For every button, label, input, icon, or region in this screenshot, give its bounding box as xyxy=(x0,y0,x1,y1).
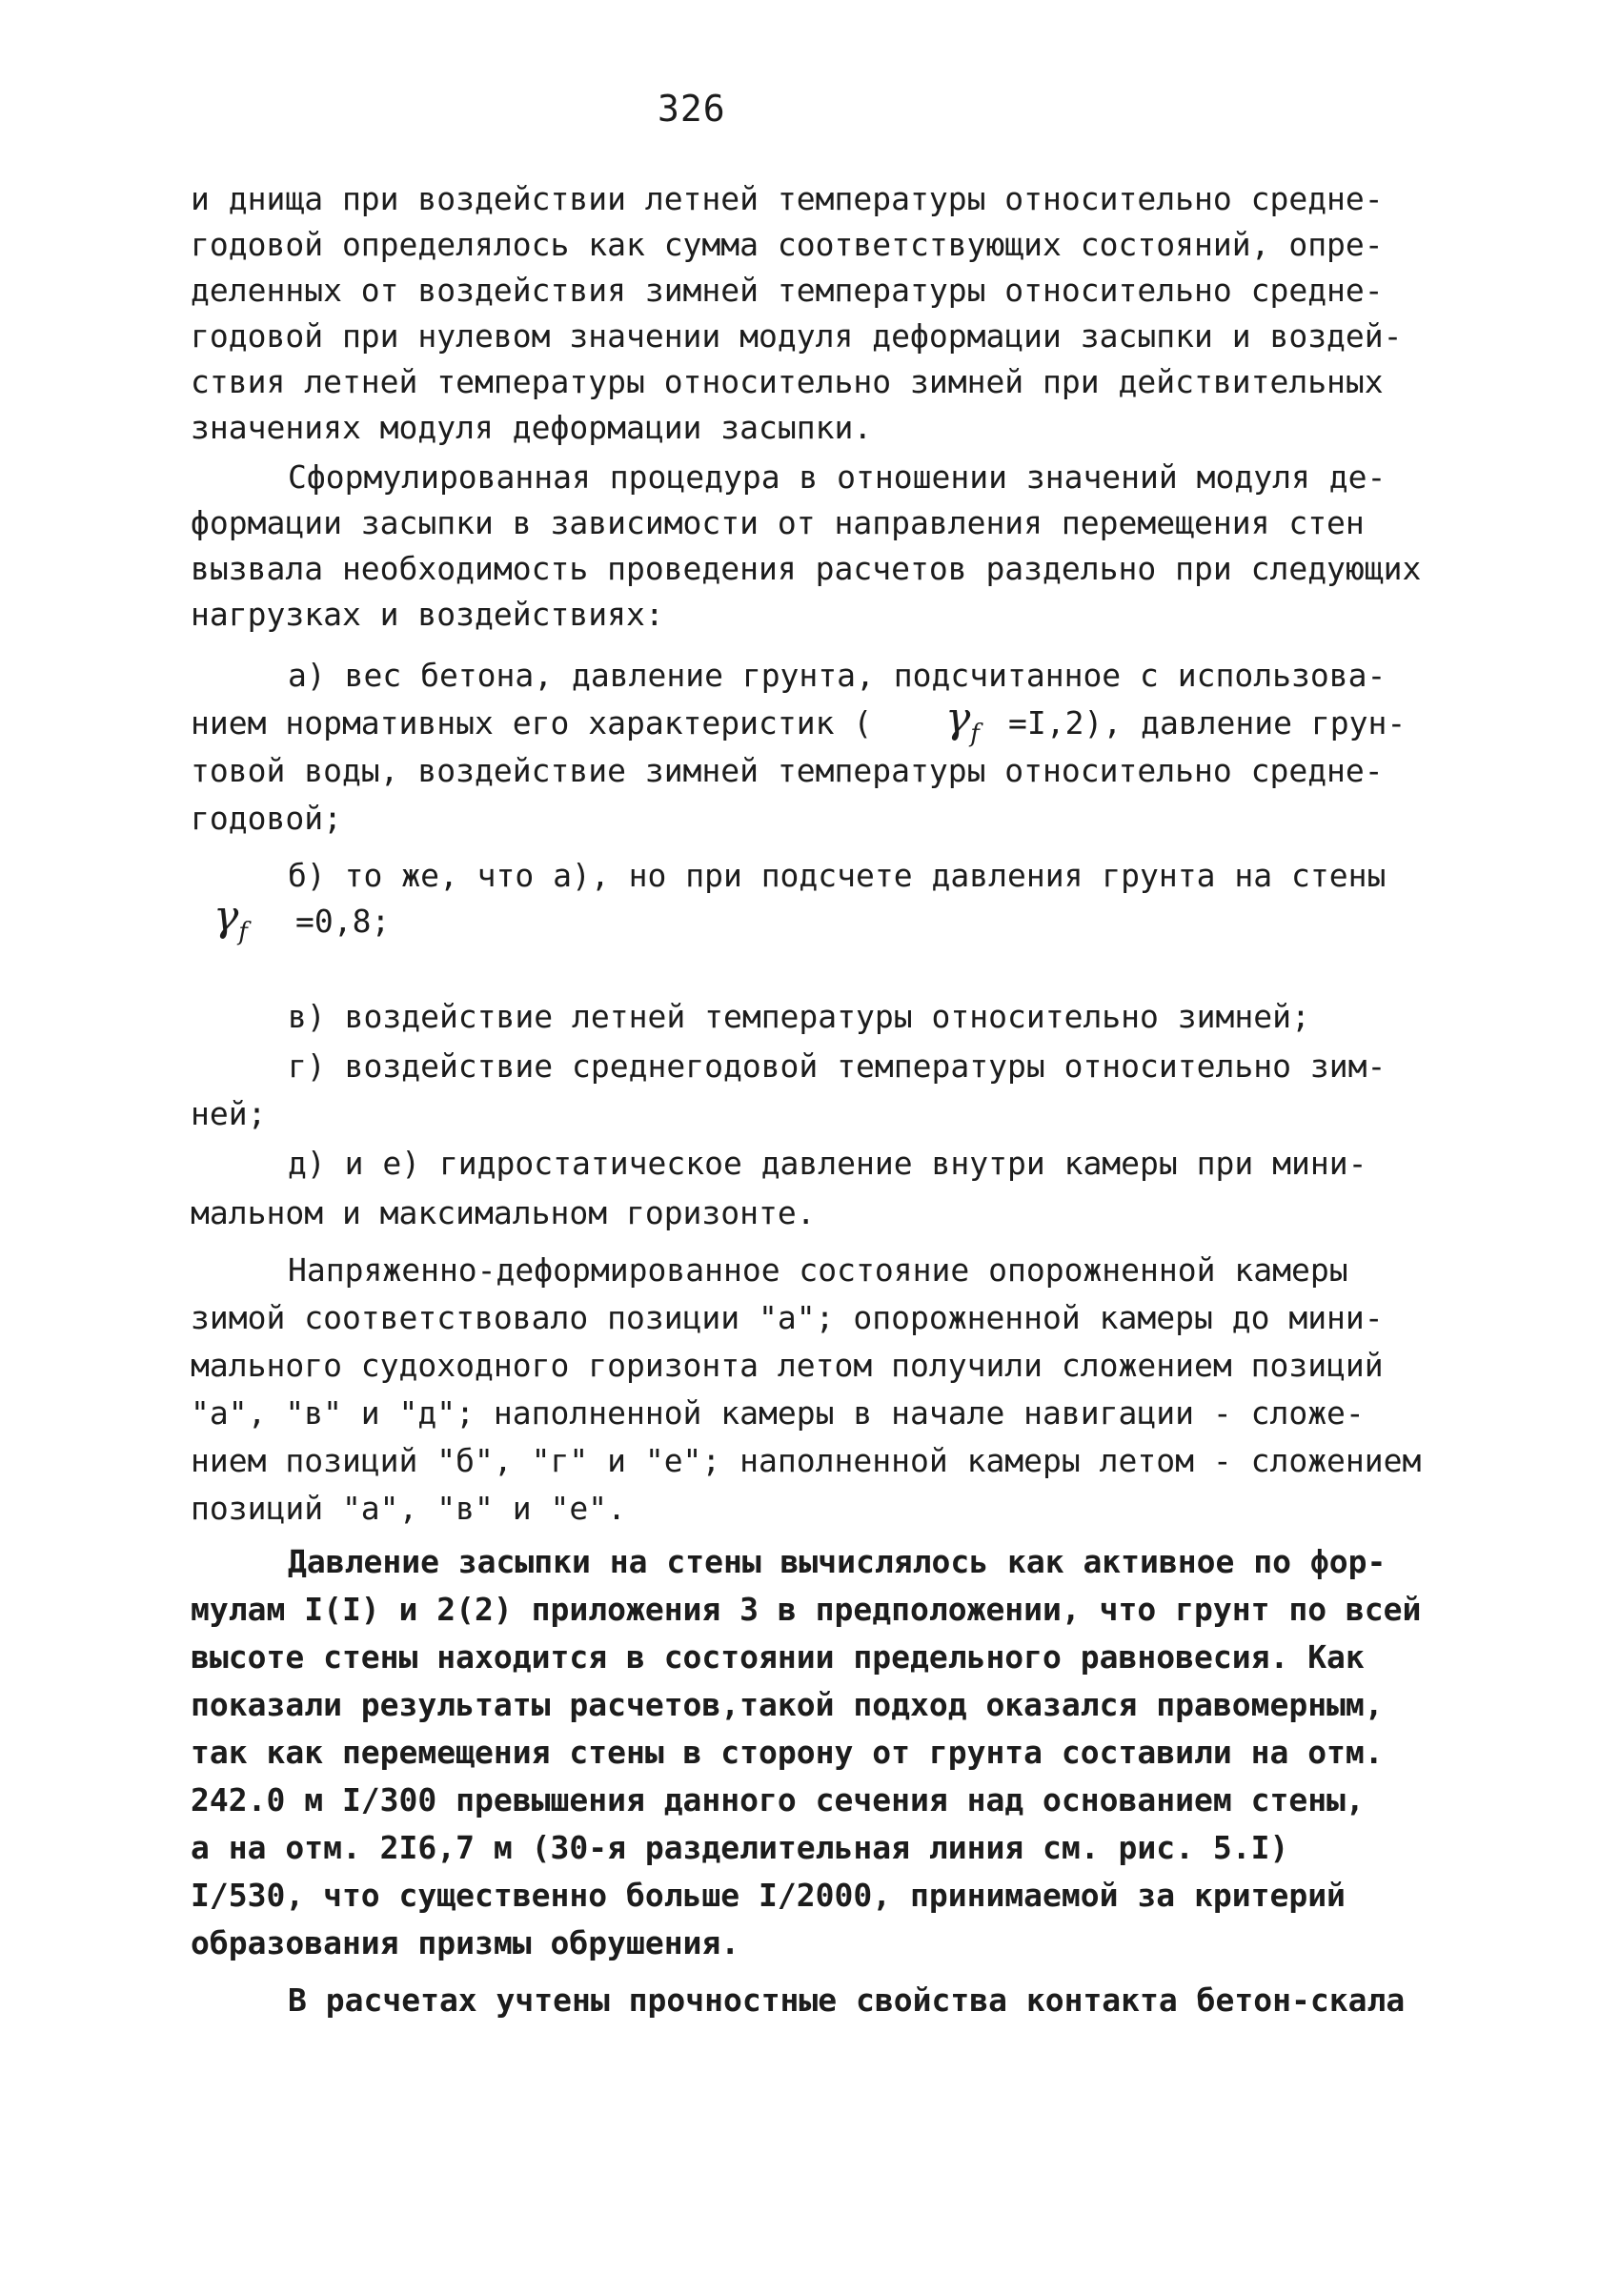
gamma-letter: γ xyxy=(945,694,971,742)
text-line: зимой соответствовало позиции "а"; опорожненной камеры до мини- xyxy=(191,1299,1384,1336)
text-line: а) вес бетона, давление грунта, подсчитанное с использова- xyxy=(288,657,1387,694)
text-line: годовой при нулевом значении модуля деформации засыпки и воздей- xyxy=(191,317,1403,355)
text-line: вызвала необходимость проведения расчетов раздельно при следующих xyxy=(191,550,1422,587)
gamma-symbol xyxy=(213,892,248,946)
text-line: В расчетах учтены прочностные свойства контакта бетон-скала xyxy=(288,1981,1406,2019)
text-line: нием позиций "б", "г" и "е"; наполненной камеры летом - сложением xyxy=(191,1442,1422,1479)
text-line: мального судоходного горизонта летом получили сложением позиций xyxy=(191,1347,1384,1384)
text-line: Давление засыпки на стены вычислялось как активное по фор- xyxy=(288,1543,1387,1580)
text-line: годовой; xyxy=(191,800,342,837)
text-line: позиций "а", "в" и "е". xyxy=(191,1490,626,1527)
text-line: а на отм. 2I6,7 м (30-я разделительная линия см. рис. 5.I) xyxy=(191,1829,1289,1866)
text-line: I/530, что существенно больше I/2000, принимаемой за критерий xyxy=(191,1877,1346,1914)
text-line: "а", "в" и "д"; наполненной камеры в начале навигации - сложе- xyxy=(191,1394,1365,1432)
text-line: б) то же, что а), но при подсчете давления грунта на стены xyxy=(288,857,1387,894)
text-line: товой воды, воздействие зимней температуры относительно средне- xyxy=(191,752,1384,789)
text-line: деленных от воздействия зимней температуры относительно средне- xyxy=(191,272,1384,309)
gamma-subscript: f xyxy=(970,719,980,748)
text-line: мулам I(I) и 2(2) приложения 3 в предположении, что грунт по всей xyxy=(191,1591,1422,1628)
text-line: =I,2), давление грун- xyxy=(1008,704,1407,742)
text-line: =0,8; xyxy=(295,903,391,940)
text-line: годовой определялось как сумма соответствующих состояний, опре- xyxy=(191,226,1384,263)
text-line: формации засыпки в зависимости от направления перемещения стен xyxy=(191,504,1365,541)
text-line: ствия летней температуры относительно зимней при действительных xyxy=(191,363,1384,400)
text-line: высоте стены находится в состоянии предельного равновесия. Как xyxy=(191,1638,1365,1676)
text-line: мальном и максимальном горизонте. xyxy=(191,1194,816,1231)
text-line: г) воздействие среднегодовой температуры относительно зим- xyxy=(288,1047,1387,1085)
text-line: д) и е) гидростатическое давление внутри камеры при мини- xyxy=(288,1145,1367,1182)
text-line: так как перемещения стены в сторону от грунта составили на отм. xyxy=(191,1734,1384,1771)
text-line: Напряженно-деформированное состояние опорожненной камеры xyxy=(288,1251,1348,1289)
text-line: нием нормативных его характеристик ( xyxy=(191,704,873,742)
gamma-letter: γ xyxy=(213,892,239,941)
text-line: нагрузках и воздействиях: xyxy=(191,596,664,633)
text-line: и днища при воздействии летней температуры относительно средне- xyxy=(191,180,1384,217)
text-line: значениях модуля деформации засыпки. xyxy=(191,409,873,446)
text-line: в) воздействие летней температуры относительно зимней; xyxy=(288,998,1310,1035)
text-line: Сформулированная процедура в отношении значений модуля де- xyxy=(288,458,1387,496)
text-line: образования призмы обрушения. xyxy=(191,1924,740,1961)
text-line: 242.0 м I/300 превышения данного сечения над основанием стены, xyxy=(191,1781,1365,1819)
gamma-symbol xyxy=(945,694,980,748)
page-number: 326 xyxy=(658,88,726,130)
text-line: показали результаты расчетов,такой подход оказался правомерным, xyxy=(191,1686,1384,1723)
gamma-subscript: f xyxy=(238,917,248,946)
text-line: ней; xyxy=(191,1095,267,1132)
